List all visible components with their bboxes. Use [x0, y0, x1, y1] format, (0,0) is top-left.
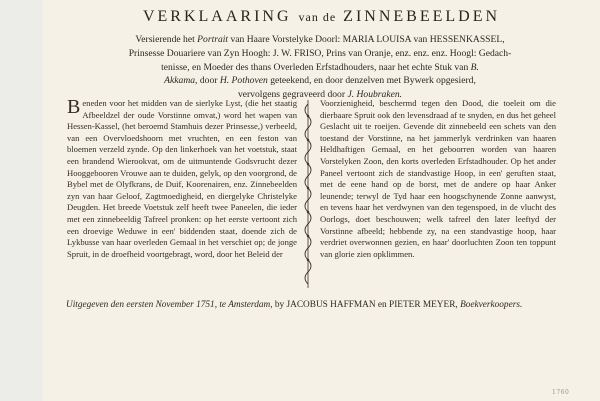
subtitle-line-4: Akkama, door H. Pothoven geteekend, en door denzelven met Bywerk opgesierd,	[164, 75, 476, 87]
right-column-body: Voorzienigheid, beschermd tegen den Dood, die toeleit om die dierbaare Spruit ook den levensdraad af te snyden, en dus het geheel Geslacht uit te roeijen. Gevende dit zinnebeeld een schets van den toestand der Vorstinne, na het jammerlyk verdrinken van haaren Heldhaftigen Gemaal, en het geboorren worden van haaren Vorstelyken Zoon, den korts overleden Erfstadhouder. Op het ander Paneel vertoont zich de standvastige Hoop, in een' geruften staat, met de eene hand op de borst, met de andere op haar Anker leunende; terwyl de Tyd haar een hoogschynende Zonne aanwyst, en tevens haar het verdwynen van den tegenspoed, in de vlucht des Oorlogs, doet beschouwen; welk tafreel den later leeftyd der Vorstinne afbeeld; hebbende zy, na een standvastige hoop, haar verdriet overwonnen gezien, en haar' doorluchten Zoon ten toppunt van glorie zien opklimmen.	[320, 98, 556, 259]
subtitle-line-3: tenisse, en Moeder des thans Overleden Erfstadhouders, naar het echte Stuk van B.	[161, 61, 479, 73]
left-column-body: eneden voor het midden van de sierlyke Lyst, (die het staatig Afbeeldzel der oude Vorstinne omvat,) word het wapen van Hessen-Kassel, (het beroemd Stamhuis dezer Prinsesse,) verbeeld, van een Overvloedshoorn met vruchten, en een feston van bloemen verzeld zynde. Op den linkerhoek van het voetstuk, staat een brandend Wierookvat, om de uitmuntende Godsvrucht dezer Hooggebooren Vrouwe aan te duiden, gelyk, op den voorgrond, de Bybel met de Olyfkrans, de Duif, Koorenairen, enz. Zinnebeelden zyn van haar Geloof, Zagtmoedigheid, en diergelyke Christelyke Deugden. Het breede Voetstuk zelf heeft twee Paneelen, die ieder met een zinnebeeldig Tafreel pronken: op het eerste vertoont zich een droevige Weduwe in een' biddenden staat, doende zich de Lykbusse van haar overleden Gemaal in het verschiet op; de jonge Spruit, in de droefheid voortgebragt, word, door het Beleid der	[67, 98, 297, 259]
subtitle-line-5: vervolgens gegraveerd door J. Houbraken.	[237, 89, 403, 101]
drop-cap: B	[67, 96, 81, 118]
title-main: VERKLAARING	[142, 8, 292, 25]
document-title	[43, 8, 600, 26]
imprint-trade: Boekverkoopers.	[460, 300, 523, 310]
title-end: ZINNEBEELDEN	[343, 8, 501, 25]
imprint-publishers: by JACOBUS HAFFMAN en PIETER MEYER,	[272, 300, 461, 310]
left-column-text	[67, 98, 297, 260]
imprint-line	[66, 300, 566, 310]
ornamental-divider	[303, 100, 313, 288]
imprint-date-place: Uitgegeven den eersten November 1751, te Amsterdam,	[66, 300, 273, 310]
right-column-text	[320, 98, 556, 260]
page-label: 1760	[552, 389, 570, 396]
title-van: van de	[298, 10, 337, 24]
subtitle-line-2: Prinsesse Douariere van Zyn Hoogh: J. W. FRISO, Prins van Oranje, enz. enz. enz. Hoogl: Gedach-	[128, 47, 512, 59]
document-subtitle	[70, 33, 570, 102]
subtitle-line-1: Versierende het Portrait van Haare Vorstelyke Doorl: MARIA LOUISA van HESSENKASSEL,	[135, 34, 505, 45]
